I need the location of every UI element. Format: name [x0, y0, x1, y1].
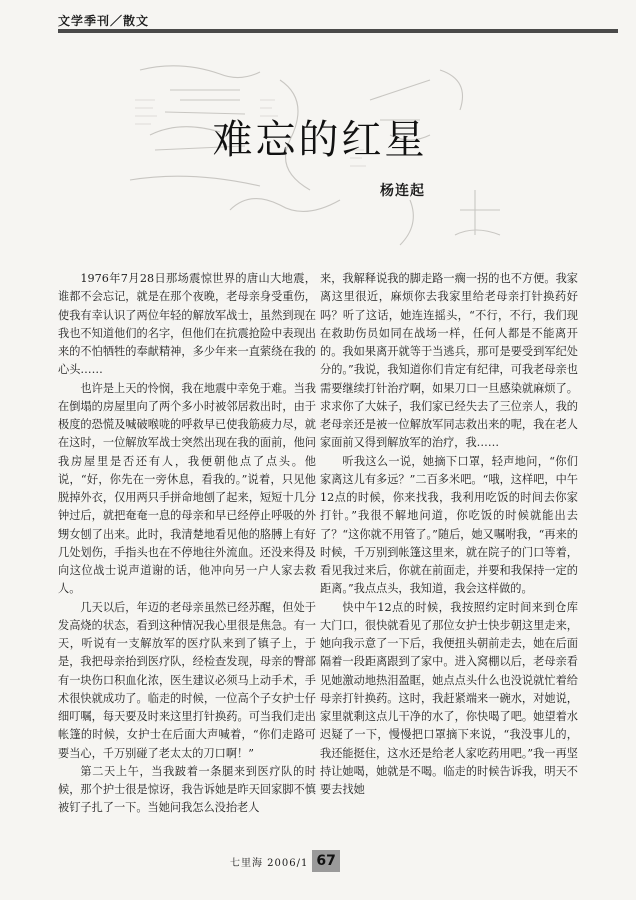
paragraph: 也许是上天的怜悯，我在地震中幸免于难。当我在倒塌的房屋里向了两个多小时被邻居救出时，由于极度的恐慌及喊破喉咙的呼救早已使我筋疲力尽，就在这时，一位解放军战士突然出现在我的面前，他问我房屋里是否还有人，我便朝他点了点头。他说，“好，你先在一旁休息，看我的。”说着，只见他脱掉外衣，仅用两只手拼命地刨了起来，短短十几分钟过后，就把奄奄一息的母亲和早已经停止呼吸的外甥女刨了出来。此时，我清楚地看见他的胳膊上有好几处划伤，手指头也在不停地往外流血。还没来得及向这位战士说声道谢的话，他冲向另一户人家去救人。	[58, 381, 316, 596]
text-column-left	[58, 270, 316, 818]
footer-source: 七里海 2006/1	[230, 857, 309, 869]
page-header	[58, 12, 618, 29]
author-name: 杨连起	[380, 183, 425, 199]
paragraph: 1976年7月28日那场震惊世界的唐山大地震，谁都不会忘记，就是在那个夜晚，老母亲身受重伤，使我有幸认识了两位年轻的解放军战士，虽然到现在我也不知道他们的名字，但他们在抗震抢险中表现出来的不怕牺牲的奉献精神，多少年来一直萦绕在我的心头……	[58, 272, 316, 377]
paragraph: 几天以后，年迈的老母亲虽然已经苏醒，但处于发高烧的状态，看到这种情况我心里很是焦急。有一天，听说有一支解放军的医疗队来到了镇子上，于是，我把母亲抬到医疗队，经检查发现，母亲的臀部有一块伤口积血化浓，医生建议必须马上动手术，手术很快就成功了。临走的时候，一位高个子女护士仔细叮嘱，每天要及时来这里打针换药。可当我们走出帐篷的时候，女护士在后面大声喊着，“你们走路可要当心，千万别碰了老太太的刀口啊！”	[58, 600, 316, 760]
paragraph: 快中午12点的时候，我按照约定时间来到仓库大门口，很快就看见了那位女护士快步朝这里走来，她向我示意了一下后，我便扭头朝前走去，她在后面隔着一段距离跟到了家中。进入窝棚以后，老母亲看见她激动地热泪盈眶，她点点头什么也没说就忙着给母亲打针换药。这时，我赶紧端来一碗水，对她说，家里就剩这点儿干净的水了，你快喝了吧。她望着水迟疑了一下，慢慢把口罩摘下来说，“我没事儿的，我还能挺住，这水还是给老人家吃药用吧。”我一再坚持让她喝，她就是不喝。临走的时候告诉我，明天不要去找她	[320, 600, 578, 796]
page-footer	[230, 850, 340, 872]
paragraph: 来，我解释说我的脚走路一瘸一拐的也不方便。我家离这里很近，麻烦你去我家里给老母亲打针换药好吗？听了这话，她连连摇头，“不行，不行，我们现在救助伤员如同在战场一样，任何人都是不能离开的。我如果离开就等于当逃兵，那可是要受到军纪处分的。”我说，我知道你们肯定有纪律，可我老母亲也需要继续打针治疗啊，如果刀口一旦感染就麻烦了。求求你了大妹子，我们家已经失去了三位亲人，我的老母亲还是被一位解放军同志救出来的呢，我在老人家面前又得到解放军的治疗，我……	[320, 272, 578, 450]
section-label: 文学季刊／散文	[58, 14, 150, 28]
page-number: 67	[312, 850, 339, 872]
paragraph: 听我这么一说，她摘下口罩，轻声地问，“你们家离这儿有多远？”二百多米吧。“哦，这样吧，中午12点的时候，你来找我，我利用吃饭的时间去你家打针。”我很不解地问道，你吃饭的时候就能出去了？“这你就不用管了。”随后，她又嘱咐我，“再来的时候，千万别到帐篷这里来，就在院子的门口等着，看见我过来后，你就在前面走，并要和我保持一定的距离。”我点点头，我知道，我会这样做的。	[320, 454, 578, 596]
article-title: 难忘的红星	[212, 117, 428, 163]
paragraph: 第二天上午，当我跛着一条腿来到医疗队的时候，那个护士很是惊讶，我告诉她是昨天回家脚不慎被钉子扎了一下。当她问我怎么没抬老人	[58, 764, 316, 815]
header-rule	[58, 29, 618, 33]
text-column-right	[320, 270, 578, 799]
